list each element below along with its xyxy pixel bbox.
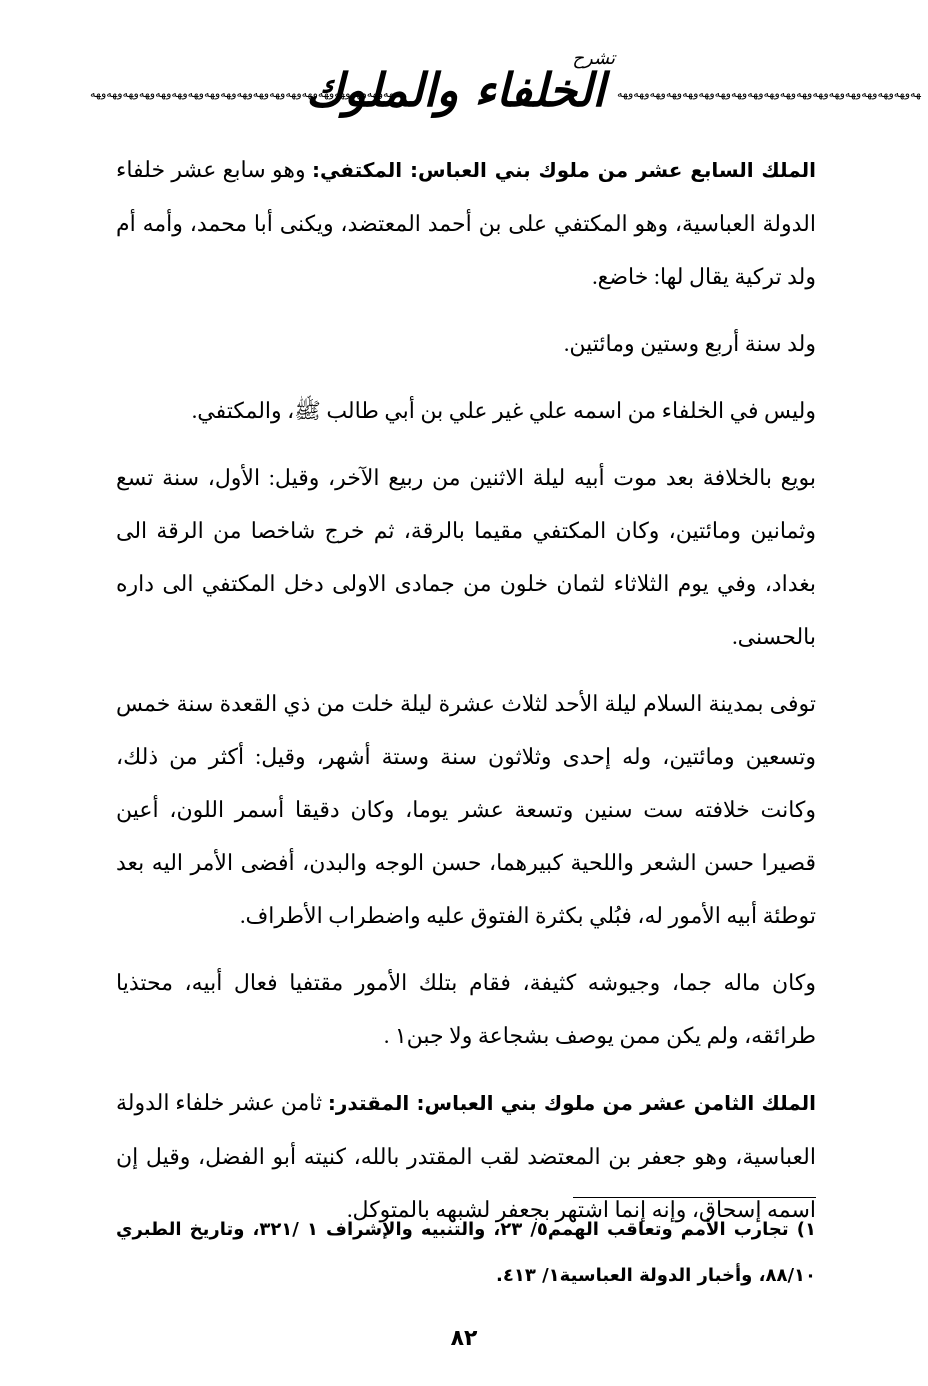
page-number: ٨٢ xyxy=(450,1326,478,1351)
paragraph-3 xyxy=(116,384,816,437)
paragraph-text: وهو سابع عشر خلفاء الدولة العباسية، وهو المكتفي على بن أحمد المعتضد، ويكنى أبا محمد، وأمه أم ولد تركية يقال لها: خاضع. xyxy=(116,157,816,289)
paragraph-2 xyxy=(116,317,816,370)
paragraph-text: بويع بالخلافة بعد موت أبيه ليلة الاثنين من ربيع الآخر، وقيل: الأول، سنة تسع وثمانين ومائتين، وكان المكتفي مقيما بالرقة، ثم خرج شاخصا من الرقة الى بغداد، وفي يوم الثلاثاء لثمان خلون من جمادى الاولى دخل المكتفي الى داره بالحسنى. xyxy=(116,465,816,649)
header-title: الخلفاء والملوك xyxy=(305,63,605,117)
paragraph-4 xyxy=(116,451,816,663)
paragraph-text: وليس في الخلفاء من اسمه علي غير علي بن أبي طالب ﷺ، والمكتفي. xyxy=(191,398,816,423)
paragraph-text: توفى بمدينة السلام ليلة الأحد لثلاث عشرة ليلة خلت من ذي القعدة سنة خمس وتسعين ومائتين، وله إحدى وثلاثون سنة وستة أشهر، وقيل: أكثر من ذلك، وكانت خلافته ست سنين وتسعة عشر يوما، وكان دقيقا أسمر اللون، أعين قصيرا حسن الشعر واللحية كبيرهما، حسن الوجه والبدن، أفضى الأمر اليه بعد توطئة أبيه الأمور له، فبُلي بكثرة الفتوق عليه واضطراب الأطراف. xyxy=(116,691,816,928)
paragraph-6 xyxy=(116,956,816,1062)
paragraph-text: ثامن عشر خلفاء الدولة العباسية، وهو جعفر بن المعتضد لقب المقتدر بالله، كنيته أبو الفضل، وقيل إن اسمه إسحاق، وإنه إنما اشتهر بجعفر لشبهه بالمتوكل. xyxy=(116,1090,816,1222)
header-ornament-left: ﻬﻪﻭﻬﻪﻭﻬﻪﻭﻬﻪﻭﻬﻪﻭﻬﻪﻭﻬﻪﻭﻬﻪﻭﻬﻪﻭﻬﻪﻭﻬﻪﻭﻬﻪﻭﻬﻪﻭﻬﻪﻭﻬﻪﻭﻬﻪﻭﻬﻪﻭﻬﻪﻭﻬﻪ xyxy=(90,87,395,100)
paragraph-text: وكان ماله جما، وجيوشه كثيفة، فقام بتلك الأمور مقتفيا فعال أبيه، محتذيا طرائقه، ولم يكن ممن يوصف بشجاعة ولا جبن١ . xyxy=(116,970,816,1048)
paragraph-5 xyxy=(116,677,816,942)
paragraph-text: ولد سنة أربع وستين ومائتين. xyxy=(563,331,816,356)
running-header xyxy=(80,40,922,130)
header-title-prefix: تشرح xyxy=(572,48,615,69)
footnote-divider xyxy=(573,1197,816,1198)
page-body xyxy=(116,143,816,1250)
footnote: ١) تجارب الأمم وتعاقب الهمم٥/ ٢٣، والتنبيه والإشراف ١ /٣٢١، وتاريخ الطبري ٨٨/١٠، وأخبار الدولة العباسية١/ ٤١٣. xyxy=(116,1219,816,1286)
header-ornament-right: ﻬﻪﻭﻬﻪﻭﻬﻪﻭﻬﻪﻭﻬﻪﻭﻬﻪﻭﻬﻪﻭﻬﻪﻭﻬﻪﻭﻬﻪﻭﻬﻪﻭﻬﻪﻭﻬﻪﻭﻬﻪﻭﻬﻪﻭﻬﻪﻭﻬﻪﻭﻬﻪﻭﻬﻪ xyxy=(617,87,922,100)
header-title-block xyxy=(305,46,625,126)
paragraph-lead: الملك السابع عشر من ملوك بني العباس: المكتفي: xyxy=(311,158,816,182)
paragraph-1 xyxy=(116,143,816,303)
paragraph-lead: الملك الثامن عشر من ملوك بني العباس: المقتدر: xyxy=(327,1091,817,1115)
